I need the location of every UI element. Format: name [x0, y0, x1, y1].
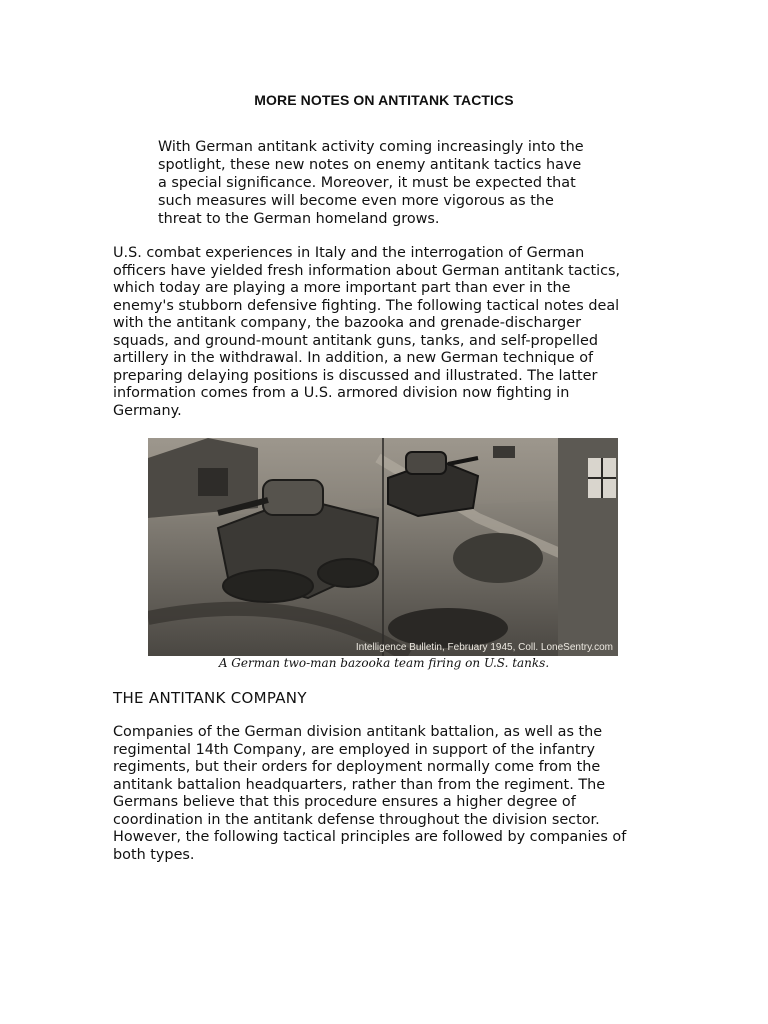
intro-line: With German antitank activity coming increasingly into the — [158, 139, 584, 155]
page-title: MORE NOTES ON ANTITANK TACTICS — [254, 92, 514, 108]
paragraph-line: enemy's stubborn defensive fighting. The following tactical notes deal — [113, 297, 620, 314]
intro-line: spotlight, these new notes on enemy antitank tactics have — [158, 157, 582, 173]
paragraph-line: with the antitank company, the bazooka and grenade-discharger — [113, 315, 582, 331]
section-heading: THE ANTITANK COMPANY — [113, 689, 307, 707]
paragraph-line: U.S. combat experiences in Italy and the interrogation of German — [113, 245, 585, 261]
paragraph-line: antitank battalion headquarters, rather than from the regiment. The — [113, 776, 606, 793]
body-paragraph-2 — [113, 724, 673, 864]
paragraph-line: officers have yielded fresh information about German antitank tactics, — [113, 262, 621, 279]
paragraph-line: Companies of the German division antitank battalion, as well as the — [113, 724, 603, 740]
bazooka-team-illustration — [148, 438, 618, 656]
paragraph-line: artillery in the withdrawal. In addition, a new German technique of — [113, 350, 594, 366]
paragraph-line: both types. — [113, 846, 195, 863]
paragraph-line: However, the following tactical principles are followed by companies of — [113, 829, 627, 845]
paragraph-line: squads, and ground-mount antitank guns, tanks, and self-propelled — [113, 332, 599, 349]
paragraph-line: preparing delaying positions is discussed and illustrated. The latter — [113, 367, 598, 384]
paragraph-line: coordination in the antitank defense throughout the division sector. — [113, 811, 600, 828]
paragraph-line: Germany. — [113, 402, 182, 419]
paragraph-line: regiments, but their orders for deployment normally come from the — [113, 759, 601, 775]
intro-line: a special significance. Moreover, it must be expected that — [158, 175, 576, 191]
figure-caption: A German two-man bazooka team firing on U.S. tanks. — [218, 656, 550, 670]
body-paragraph-1 — [113, 245, 673, 420]
paragraph-line: which today are playing a more important part than ever in the — [113, 280, 571, 296]
image-watermark: Intelligence Bulletin, February 1945, Coll. LoneSentry.com — [355, 642, 613, 653]
paragraph-line: regimental 14th Company, are employed in support of the infantry — [113, 741, 595, 758]
paragraph-line: information comes from a U.S. armored division now fighting in — [113, 385, 570, 401]
intro-line: such measures will become even more vigorous as the — [158, 193, 554, 209]
intro-line: threat to the German homeland grows. — [158, 211, 440, 227]
paragraph-line: Germans believe that this procedure ensures a higher degree of — [113, 794, 576, 810]
intro-paragraph — [158, 138, 628, 228]
